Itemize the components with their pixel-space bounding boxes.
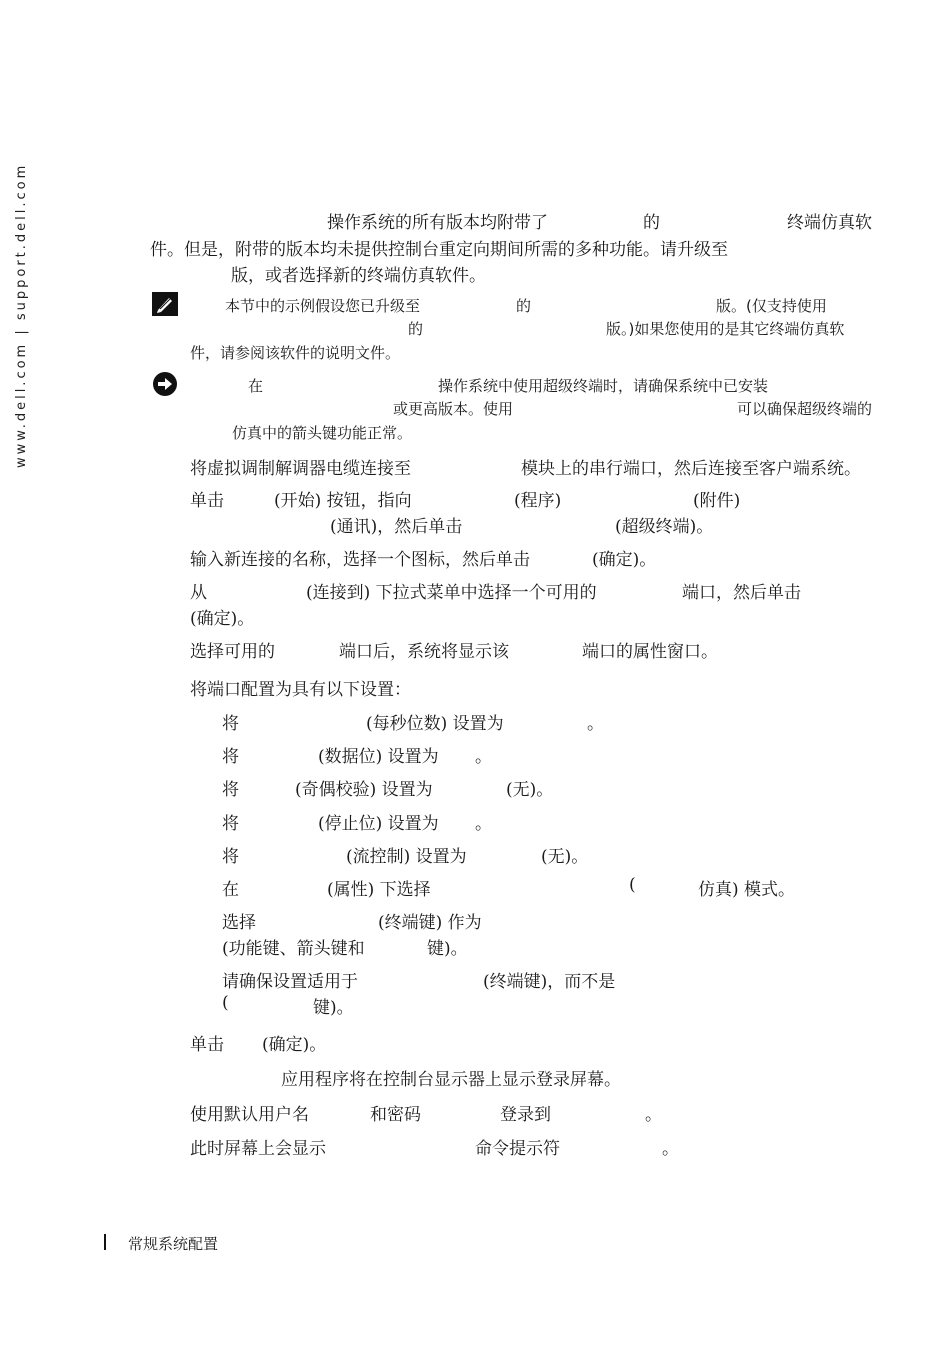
step-9: 命令提示符: [475, 1139, 560, 1159]
note-text: 本节中的示例假设您已升级至: [225, 297, 421, 315]
footer-bar: [104, 1234, 106, 1250]
step-7-result: 应用程序将在控制台显示器上显示登录屏幕。: [281, 1070, 621, 1090]
setting-parity: 将: [222, 780, 239, 800]
note-text: 版。(仅支持使用: [716, 297, 827, 315]
setting-emulation: 仿真) 模式。: [698, 880, 796, 900]
setting-parity: (奇偶校验) 设置为: [295, 780, 433, 800]
setting-bits-per-second: 。: [587, 714, 604, 734]
intro-text: 版，或者选择新的终端仿真软件。: [231, 266, 486, 286]
step-5: 端口的属性窗口。: [582, 642, 718, 662]
step-4: 端口，然后单击: [682, 583, 801, 603]
step-4: (确定)。: [190, 609, 255, 629]
notice-text: 或更高版本。使用: [393, 400, 514, 418]
notice-text: 在: [248, 377, 264, 395]
notice-text: 操作系统中使用超级终端时，请确保系统中已安装: [438, 377, 769, 395]
intro-text: 的: [643, 213, 660, 233]
step-2: (附件): [693, 491, 741, 511]
step-2: (程序): [514, 491, 562, 511]
setting-stop-bits: 将: [222, 814, 239, 834]
setting-terminal-keys-confirm: (终端键)，而不是: [483, 972, 616, 992]
note-text: 版。)如果您使用的是其它终端仿真软: [606, 320, 845, 338]
step-8: 和密码: [370, 1105, 421, 1125]
step-2: (超级终端)。: [615, 517, 714, 537]
setting-flow-control: (无)。: [541, 847, 589, 867]
setting-terminal-keys-confirm: 请确保设置适用于: [222, 972, 358, 992]
notice-text: 可以确保超级终端的: [737, 400, 873, 418]
setting-terminal-keys-confirm: 键)。: [313, 998, 354, 1018]
setting-bits-per-second: (每秒位数) 设置为: [366, 714, 504, 734]
setting-flow-control: 将: [222, 847, 239, 867]
setting-parity: (无)。: [506, 780, 554, 800]
setting-terminal-keys: (终端键) 作为: [378, 913, 482, 933]
setting-flow-control: (流控制) 设置为: [346, 847, 467, 867]
footer-title: 常规系统配置: [128, 1235, 219, 1253]
step-3: 输入新连接的名称，选择一个图标，然后单击: [190, 550, 530, 570]
step-7: (确定)。: [262, 1035, 327, 1055]
setting-terminal-keys: 键)。: [427, 939, 468, 959]
step-2: (通讯)，然后单击: [330, 517, 463, 537]
step-8: 登录到: [500, 1105, 551, 1125]
intro-text: 操作系统的所有版本均附带了: [327, 213, 548, 233]
step-5: 端口后，系统将显示该: [339, 642, 509, 662]
note-text: 件，请参阅该软件的说明文件。: [190, 344, 401, 362]
step-5: 选择可用的: [190, 642, 275, 662]
step-6: 将端口配置为具有以下设置：: [190, 680, 411, 700]
step-4: 从: [190, 583, 207, 603]
note-text: 的: [408, 320, 424, 338]
setting-emulation: (: [629, 875, 636, 895]
step-8: 使用默认用户名: [190, 1105, 309, 1125]
notice-icon: [152, 371, 178, 397]
setting-stop-bits: (停止位) 设置为: [318, 814, 439, 834]
intro-text: 件。但是，附带的版本均未提供控制台重定向期间所需的多种功能。请升级至: [150, 240, 728, 260]
step-1: 模块上的串行端口，然后连接至客户端系统。: [521, 459, 861, 479]
notice-text: 仿真中的箭头键功能正常。: [232, 424, 413, 442]
setting-data-bits: 。: [475, 747, 492, 767]
intro-text: 终端仿真软: [787, 213, 872, 233]
note-text: 的: [516, 297, 532, 315]
step-2: (开始) 按钮，指向: [274, 491, 412, 511]
step-4: (连接到) 下拉式菜单中选择一个可用的: [306, 583, 597, 603]
step-8: 。: [645, 1105, 662, 1125]
setting-terminal-keys: (功能键、箭头键和: [222, 939, 365, 959]
step-3: (确定)。: [592, 550, 657, 570]
setting-emulation: 在: [222, 880, 239, 900]
step-1: 将虚拟调制解调器电缆连接至: [190, 459, 411, 479]
setting-bits-per-second: 将: [222, 714, 239, 734]
step-7: 单击: [190, 1035, 224, 1055]
side-url: www.dell.com | support.dell.com: [14, 162, 29, 468]
setting-terminal-keys: 选择: [222, 913, 256, 933]
step-9: 此时屏幕上会显示: [190, 1139, 326, 1159]
setting-emulation: (属性) 下选择: [327, 880, 431, 900]
pencil-icon: [152, 292, 178, 316]
setting-terminal-keys-confirm: (: [222, 993, 229, 1013]
step-9: 。: [662, 1139, 679, 1159]
setting-data-bits: 将: [222, 747, 239, 767]
step-2: 单击: [190, 491, 224, 511]
setting-data-bits: (数据位) 设置为: [318, 747, 439, 767]
setting-stop-bits: 。: [475, 814, 492, 834]
